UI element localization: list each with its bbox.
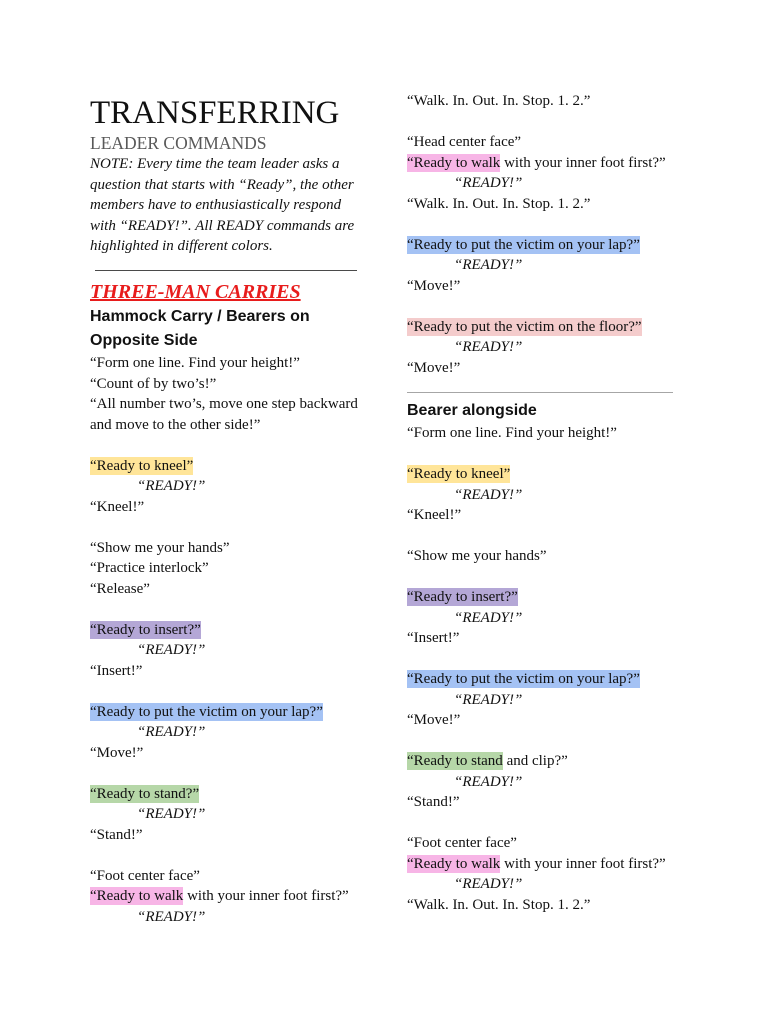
command-line	[90, 886, 380, 907]
command-line	[407, 751, 697, 772]
command-line	[407, 669, 697, 690]
highlighted-command: “Ready to stand?”	[90, 785, 200, 802]
highlighted-command: “Ready to kneel”	[90, 457, 194, 474]
command-line: “Head center face”	[407, 134, 522, 150]
note-line: NOTE: Every time the team leader asks a	[90, 156, 340, 172]
response-line: “READY!”	[454, 609, 523, 626]
divider	[407, 392, 673, 393]
command-line: “Move!”	[407, 277, 461, 294]
command-line: “Kneel!”	[407, 507, 462, 523]
response-line: “READY!”	[454, 257, 523, 273]
command-line: “Release”	[90, 580, 150, 597]
highlighted-command: “Ready to walk	[90, 888, 184, 904]
highlighted-command: “Ready to put the victim on your lap?”	[407, 236, 640, 253]
carry-heading-line: Hammock Carry / Bearers on	[90, 308, 310, 325]
carry-heading-line: Opposite Side	[90, 332, 198, 349]
response-line: “READY!”	[137, 642, 206, 658]
note-line: highlighted in different colors.	[90, 238, 273, 254]
command-line: “Move!”	[407, 712, 461, 728]
note-line: with “READY!”. All READY commands are	[90, 217, 355, 234]
command-text: with your inner foot first?”	[504, 154, 666, 171]
carry-heading	[90, 305, 310, 353]
right-command-list-top	[407, 91, 697, 378]
highlighted-command: “Ready to kneel”	[407, 466, 511, 482]
left-command-list	[90, 353, 380, 927]
highlighted-command: “Ready to stand	[407, 753, 503, 769]
highlighted-command: “Ready to insert?”	[90, 621, 201, 638]
response-line: “READY!”	[137, 478, 206, 494]
highlighted-command: “Ready to put the victim on your lap?”	[90, 703, 323, 720]
command-line: “Count of by two’s!”	[90, 375, 217, 392]
response-line: “READY!”	[137, 908, 206, 925]
response-line: “READY!”	[137, 806, 206, 822]
command-line	[407, 854, 697, 875]
command-line: “Move!”	[90, 744, 144, 761]
command-line: “Insert!”	[90, 662, 143, 679]
response-line: “READY!”	[454, 876, 523, 892]
command-line: “Walk. In. Out. In. Stop. 1. 2.”	[407, 896, 591, 913]
command-line: “Show me your hands”	[90, 539, 230, 556]
section-title: THREE-MAN CARRIES	[90, 281, 301, 303]
command-line: “Foot center face”	[90, 867, 200, 884]
command-line: “Practice interlock”	[90, 560, 209, 576]
note-line: members have to enthusiastically respond	[90, 197, 342, 213]
command-line	[407, 235, 697, 256]
divider	[95, 270, 357, 271]
command-line	[90, 784, 380, 805]
highlighted-command: “Ready to put the victim on your lap?”	[407, 671, 640, 687]
command-line: “Stand!”	[407, 794, 460, 810]
highlighted-command: “Ready to walk	[407, 855, 501, 872]
command-line: “Walk. In. Out. In. Stop. 1. 2.”	[407, 195, 591, 212]
command-line: and move to the other side!”	[90, 416, 261, 433]
command-line	[407, 153, 697, 174]
command-text: and clip?”	[506, 753, 568, 769]
response-line: “READY!”	[454, 486, 523, 503]
command-text: with your inner foot first?”	[187, 888, 349, 904]
note-paragraph	[90, 154, 375, 257]
command-line	[90, 702, 380, 723]
note-line: question that starts with “Ready”, the other	[90, 176, 354, 193]
page-title: TRANSFERRING	[90, 95, 340, 131]
highlighted-command: “Ready to insert?”	[407, 589, 518, 605]
response-line: “READY!”	[454, 773, 523, 790]
command-line: “All number two’s, move one step backward	[90, 396, 358, 412]
command-line: “Kneel!”	[90, 498, 145, 515]
command-line	[407, 464, 697, 485]
command-line	[407, 587, 697, 608]
command-line: “Move!”	[407, 359, 461, 376]
response-line: “READY!”	[454, 691, 523, 708]
command-line: “Show me your hands”	[407, 548, 547, 564]
highlighted-command: “Ready to walk	[407, 154, 501, 171]
command-line	[407, 317, 697, 338]
command-line: “Foot center face”	[407, 835, 517, 851]
response-line: “READY!”	[137, 724, 206, 740]
command-line: “Walk. In. Out. In. Stop. 1. 2.”	[407, 93, 591, 109]
response-line: “READY!”	[454, 175, 523, 191]
highlighted-command: “Ready to put the victim on the floor?”	[407, 318, 642, 335]
page-subtitle: LEADER COMMANDS	[90, 133, 267, 153]
response-line: “READY!”	[454, 339, 523, 355]
command-line: “Form one line. Find your height!”	[407, 425, 617, 441]
command-line	[90, 456, 380, 477]
bearer-heading: Bearer alongside	[407, 402, 537, 419]
command-text: with your inner foot first?”	[504, 855, 666, 872]
command-line: “Form one line. Find your height!”	[90, 355, 300, 371]
command-line: “Stand!”	[90, 826, 143, 843]
right-command-list	[407, 423, 697, 915]
command-line	[90, 620, 380, 641]
command-line: “Insert!”	[407, 630, 460, 646]
